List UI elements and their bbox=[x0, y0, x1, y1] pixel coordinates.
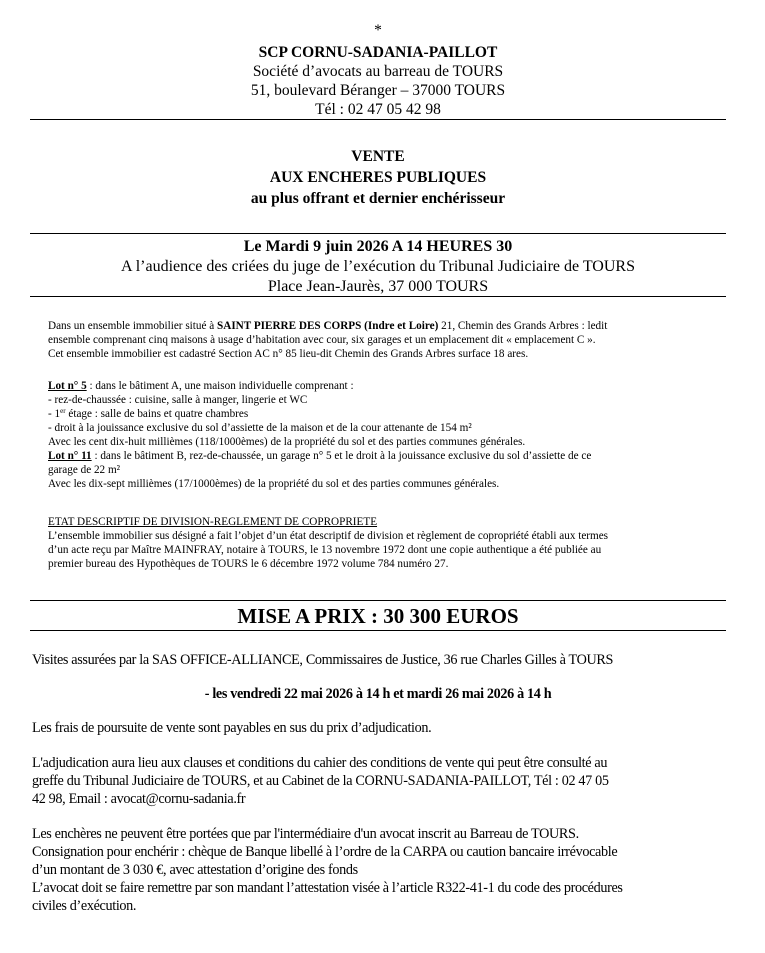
hearing-venue: A l’audience des criées du juge de l’exécution du Tribunal Judiciaire de TOURS bbox=[121, 258, 635, 275]
lot-11-label: Lot n° 11 bbox=[48, 450, 92, 462]
lot-5-label: Lot n° 5 bbox=[48, 380, 87, 392]
lot-11-text: : dans le bâtiment B, rez-de-chaussée, un garage n° 5 et le droit à la jouissance exclusive du sol d’assiette de ce bbox=[91, 450, 592, 462]
bids-text: Consignation pour enchérir : chèque de Banque libellé à l’ordre de la CARPA ou caution bancaire irrévocable bbox=[32, 844, 618, 860]
visits-info: Visites assurées par la SAS OFFICE-ALLIANCE, Commissaires de Justice, 36 rue Charles Gilles à TOURS bbox=[32, 652, 614, 668]
lot-11-share: Avec les dix-sept millièmes (17/1000èmes) de la propriété du sol et des parties communes générales. bbox=[48, 478, 500, 490]
divider bbox=[30, 296, 726, 297]
divider bbox=[30, 233, 726, 234]
divider bbox=[30, 630, 726, 631]
lot-11 bbox=[48, 450, 591, 464]
visits-dates: - les vendredi 22 mai 2026 à 14 h et mardi 26 mai 2026 à 14 h bbox=[204, 686, 552, 702]
firm-description: Société d’avocats au barreau de TOURS bbox=[252, 63, 504, 80]
firm-phone: Tél : 02 47 05 42 98 bbox=[315, 101, 441, 118]
title-subtitle: au plus offrant et dernier enchérisseur bbox=[250, 190, 506, 207]
adjudication-text: greffe du Tribunal Judiciaire de TOURS, et au Cabinet de la CORNU-SADANIA-PAILLOT, Tél : 02 47 05 bbox=[32, 773, 609, 789]
bids-text: L’avocat doit se faire remettre par son mandant l’attestation visée à l’article R322-41-1 du code des procédures bbox=[32, 880, 623, 896]
property-line: ensemble comprenant cinq maisons à usage d’habitation avec cour, six garages et un emplacement dit « emplacement C ». bbox=[48, 334, 596, 346]
hearing-address: Place Jean-Jaurès, 37 000 TOURS bbox=[267, 278, 489, 295]
etat-text: d’un acte reçu par Maître MAINFRAY, notaire à TOURS, le 13 novembre 1972 dont une copie authentique a été publiée au bbox=[48, 544, 602, 556]
property-line: Cet ensemble immobilier est cadastré Section AC n° 85 lieu-dit Chemin des Grands Arbres surface 18 ares. bbox=[48, 348, 529, 360]
etat-text: premier bureau des Hypothèques de TOURS le 6 décembre 1972 volume 784 numéro 27. bbox=[48, 558, 449, 570]
lot-5-item-text: étage : salle de bains et quatre chambres bbox=[65, 408, 249, 420]
superscript: er bbox=[60, 407, 66, 415]
firm-address: 51, boulevard Béranger – 37000 TOURS bbox=[250, 82, 506, 99]
property-location: SAINT PIERRE DES CORPS (Indre et Loire) bbox=[217, 320, 439, 332]
divider bbox=[30, 600, 726, 601]
adjudication-contact: 42 98, Email : avocat@cornu-sadania.fr bbox=[32, 791, 246, 807]
adjudication-text: L'adjudication aura lieu aux clauses et conditions du cahier des conditions de vente qui peut être consulté au bbox=[32, 755, 608, 771]
lot-5 bbox=[48, 380, 354, 394]
lot-5-share: Avec les cent dix-huit millièmes (118/1000èmes) de la propriété du sol et des parties communes générales. bbox=[48, 436, 526, 448]
property-intro-text: Dans un ensemble immobilier situé à bbox=[48, 320, 218, 332]
lot-5-text: : dans le bâtiment A, une maison individuelle comprenant : bbox=[86, 380, 354, 392]
bids-text: Les enchères ne peuvent être portées que par l'intermédiaire d'un avocat inscrit au Barreau de TOURS. bbox=[32, 826, 579, 842]
lot-11-text: garage de 22 m² bbox=[48, 464, 121, 476]
hearing-date: Le Mardi 9 juin 2026 A 14 HEURES 30 bbox=[243, 238, 513, 255]
etat-text: L’ensemble immobilier sus désigné a fait l’objet d’un état descriptif de division et règlement de copropriété établi aux termes bbox=[48, 530, 609, 542]
lot-5-item: - droit à la jouissance exclusive du sol d’assiette de la maison et de la cour attenante de 154 m² bbox=[48, 422, 472, 434]
title-encheres: AUX ENCHERES PUBLIQUES bbox=[269, 169, 487, 186]
firm-name: SCP CORNU-SADANIA-PAILLOT bbox=[258, 44, 498, 61]
divider bbox=[30, 119, 726, 120]
etat-heading: ETAT DESCRIPTIF DE DIVISION-REGLEMENT DE COPROPRIETE bbox=[48, 516, 378, 528]
property-intro-text: 21, Chemin des Grands Arbres : ledit bbox=[438, 320, 608, 332]
lot-5-item bbox=[48, 408, 248, 422]
bids-text: civiles d’exécution. bbox=[32, 898, 137, 914]
lot-5-item-text: - 1 bbox=[48, 408, 61, 420]
property-intro bbox=[48, 320, 607, 334]
header-asterisk: * bbox=[374, 22, 382, 39]
bids-text: d’un montant de 3 030 €, avec attestation d’origine des fonds bbox=[32, 862, 358, 878]
title-vente: VENTE bbox=[351, 148, 405, 165]
lot-5-item: - rez-de-chaussée : cuisine, salle à manger, lingerie et WC bbox=[48, 394, 308, 406]
starting-price: MISE A PRIX : 30 300 EUROS bbox=[237, 604, 519, 628]
fees-text: Les frais de poursuite de vente sont payables en sus du prix d’adjudication. bbox=[32, 720, 432, 736]
